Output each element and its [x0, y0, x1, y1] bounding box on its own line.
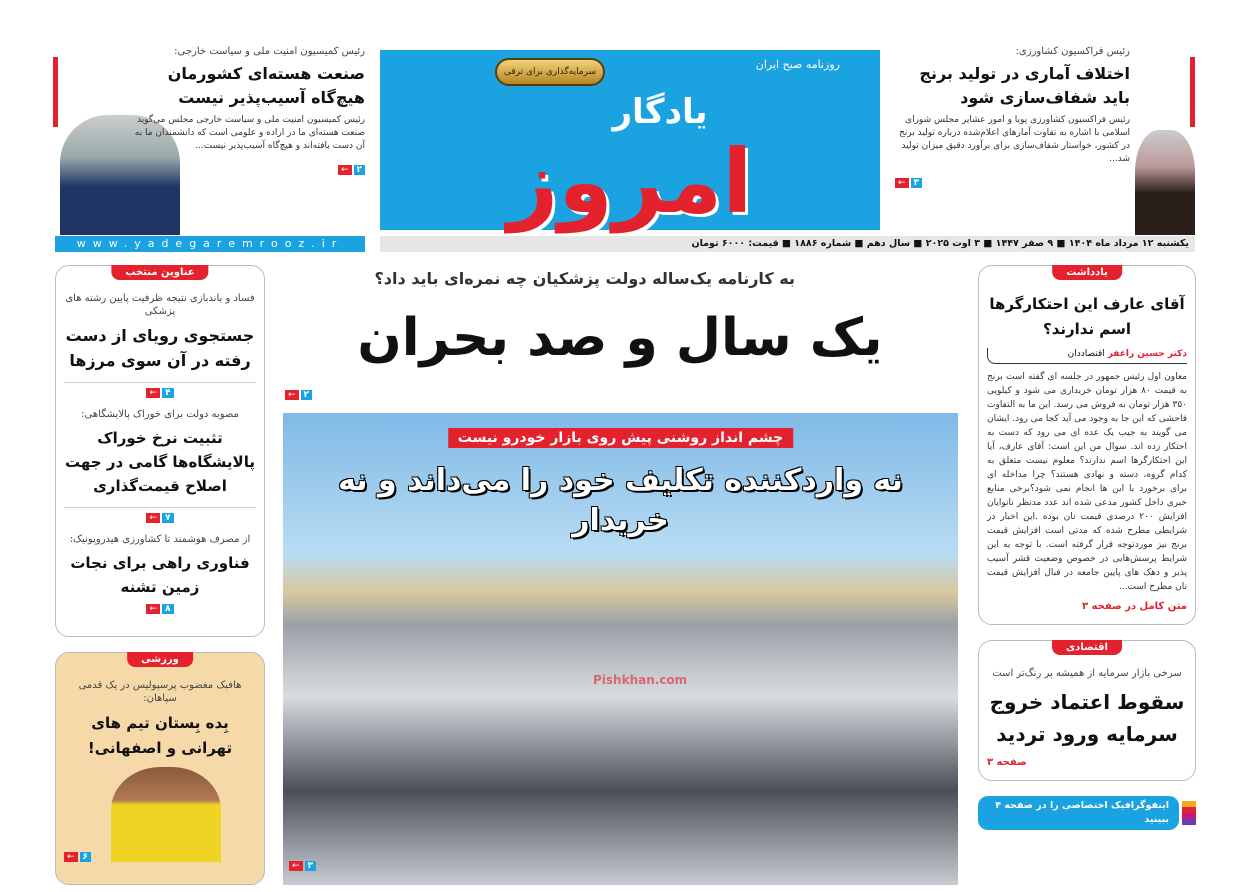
masthead-badge: سرمایه‌گذاری برای ترقی	[495, 58, 605, 86]
dateline: یکشنبه ۱۲ مرداد ماه ۱۴۰۴ ■ ۹ صفر ۱۴۴۷ ■ ۳ اوت ۲۰۲۵ ■ سال دهم ■ شماره ۱۸۸۶ ■ قیمت: ۶۰۰۰ تومان	[380, 236, 1195, 252]
kicker: رئیس کمیسیون امنیت ملی و سیاست خارجی:	[174, 46, 365, 57]
masthead-logo: امروز	[507, 130, 753, 233]
headline: جستجوی رویای از دست رفته در آن سوی مرزها	[65, 326, 255, 370]
note-box[interactable]	[978, 265, 1196, 625]
headline: فناوری راهی برای نجات زمین تشنه	[70, 554, 250, 596]
masthead-small-name: یادگار	[612, 92, 708, 132]
kicker: رئیس فراکسیون کشاورزی:	[1015, 46, 1130, 57]
headline: اختلاف آماری در تولید برنج باید شفاف‌سازی شود	[919, 64, 1130, 107]
page-ref[interactable]: ← ۴	[146, 388, 173, 398]
photo-kicker: چشم انداز روشنی پیش روی بازار خودرو نیست	[448, 428, 793, 448]
headline: صنعت هسته‌ای کشورمان هیچ‌گاه آسیب‌پذیر نیست	[167, 64, 365, 107]
right-column	[978, 265, 1196, 830]
economy-box[interactable]	[978, 640, 1196, 781]
section-tag: اقتصادی	[1052, 640, 1122, 655]
page-ref[interactable]: ← ۸	[146, 604, 173, 614]
politician-photo	[1135, 130, 1195, 235]
list-item[interactable]	[64, 408, 256, 523]
list-item[interactable]	[64, 292, 256, 398]
sport-box[interactable]	[55, 652, 265, 885]
main-headline[interactable]: یک سال و صد بحران	[357, 308, 883, 368]
photo-headline: نه واردکننده تکلیف خود را می‌داند و نه خریدار	[338, 463, 903, 538]
headline: بِده بِستان تیم های تهرانی و اصفهانی!	[87, 714, 233, 757]
page-ref[interactable]: ← ۷	[146, 513, 173, 523]
page-ref[interactable]: ← ۲	[338, 165, 365, 175]
list-item[interactable]	[64, 533, 256, 614]
infographic-banner[interactable]: اینفوگرافیک اختصاصی را در صفحه ۴ ببینید	[978, 796, 1179, 830]
story-body: رئیس کمیسیون امنیت ملی و سیاست خارجی مجلس می‌گوید صنعت هسته‌ای ما در اراده و علومی است که دانشمندان ما به آن دست یافته‌اند و هیچ‌گاه آسیب‌پذیر نیست...	[134, 115, 365, 151]
kicker: سرخی بازار سرمایه از همیشه پر رنگ‌تر است	[992, 668, 1182, 679]
note-body: معاون اول رئیس جمهور در جلسه ای گفته است برنج به قیمت ۸۰ هزار تومان خریداری می شود و کیلویی ۳۵۰ هزار تومان به فروش می رسد. این ما به التفاوت فاحشی که این جا به وجود می آید کجا می رود. ایشان می گویند به جیب یک عده ای می رود که دست به احتکار زده اند. سوال من این است: آقای عارف، آیا این احتکارگرها اسم ندارند؟ معلوم نیست متعلق به کدام گروه، دسته و نهادی هستند؟ چرا مداخله ای برای برخورد با این ها انجام نمی شود؟برخی منابع خبری داخل کشور مدعی شده اند عدد مدنظر نانوایان افزایش ۲۰۰ درصدی قیمت نان بوده .این اخبار در شرایطی مطرح شده که مدتی است افزایش قیمت برنج نیز موردتوجه قرار گرفته است. با توجه به این شرایط پرسش‌هایی در خصوص وضعیت قشر آسیب پذیر و دهک های پایین جامعه در قبال افزایش قیمت نان مطرح است...	[987, 372, 1187, 592]
section-tag: عناوین منتخب	[111, 265, 208, 280]
top-left-story[interactable]	[55, 45, 365, 235]
author: دکتر حسین راغفر	[1107, 349, 1187, 359]
story-body: رئیس فراکسیون کشاورزی پویا و امور عشایر مجلس شورای اسلامی با اشاره به تفاوت آمارهای اعلام‌شده درباره تولید برنج در کشور، خواستار شفاف‌سازی برای برآورد دقیق میزان تولید شد...	[898, 115, 1130, 164]
read-more-link[interactable]: متن کامل در صفحه ۳	[1081, 601, 1187, 612]
headline: آقای عارف این احتکارگرها اسم ندارند؟	[989, 295, 1185, 338]
section-tag: یادداشت	[1052, 265, 1122, 280]
story-text	[895, 45, 1130, 189]
headline: سقوط اعتماد خروج سرمایه ورود تردید	[989, 690, 1185, 746]
page-ref[interactable]: صفحه ۳	[987, 757, 1027, 768]
page-ref[interactable]: ← ۳	[289, 861, 316, 871]
masthead	[380, 50, 880, 233]
page-ref[interactable]: ← ۲	[285, 390, 312, 400]
left-column	[55, 265, 265, 885]
kicker: فساد و باندبازی نتیجه ظرفیت پایین رشته های پزشکی	[65, 293, 255, 317]
kicker: هافبک مغضوب پرسپولیس در یک قدمی سپاهان:	[78, 680, 242, 704]
watermark: Pishkhan.com	[593, 673, 688, 687]
kicker: مصوبه دولت برای خوراک پالایشگاهی:	[81, 409, 239, 420]
player-photo	[111, 767, 221, 862]
top-right-story[interactable]	[895, 45, 1195, 235]
car-port-photo[interactable]	[283, 413, 958, 885]
infographic-icon	[1182, 801, 1196, 825]
selected-headlines-box	[55, 265, 265, 637]
author-role: اقتصاددان	[1067, 349, 1105, 359]
kicker: از مصرف هوشمند تا کشاورزی هیدروپونیک:	[69, 534, 251, 545]
tagline: روزنامه صبح ایران	[755, 58, 840, 71]
byline	[987, 348, 1187, 364]
section-tag: ورزشی	[127, 652, 193, 667]
main-kicker: به کارنامه یک‌ساله دولت پزشکیان چه نمره‌ای باید داد؟	[374, 269, 795, 288]
page-ref[interactable]: ← ۳	[895, 178, 922, 188]
story-text	[130, 45, 365, 176]
headline: تثبیت نرخ خوراک پالایشگاه‌ها گامی در جهت اصلاح قیمت‌گذاری	[65, 429, 255, 495]
website-strip[interactable]: www.yadegaremrooz.ir	[55, 236, 365, 252]
page-ref[interactable]: ← ۶	[64, 852, 91, 862]
